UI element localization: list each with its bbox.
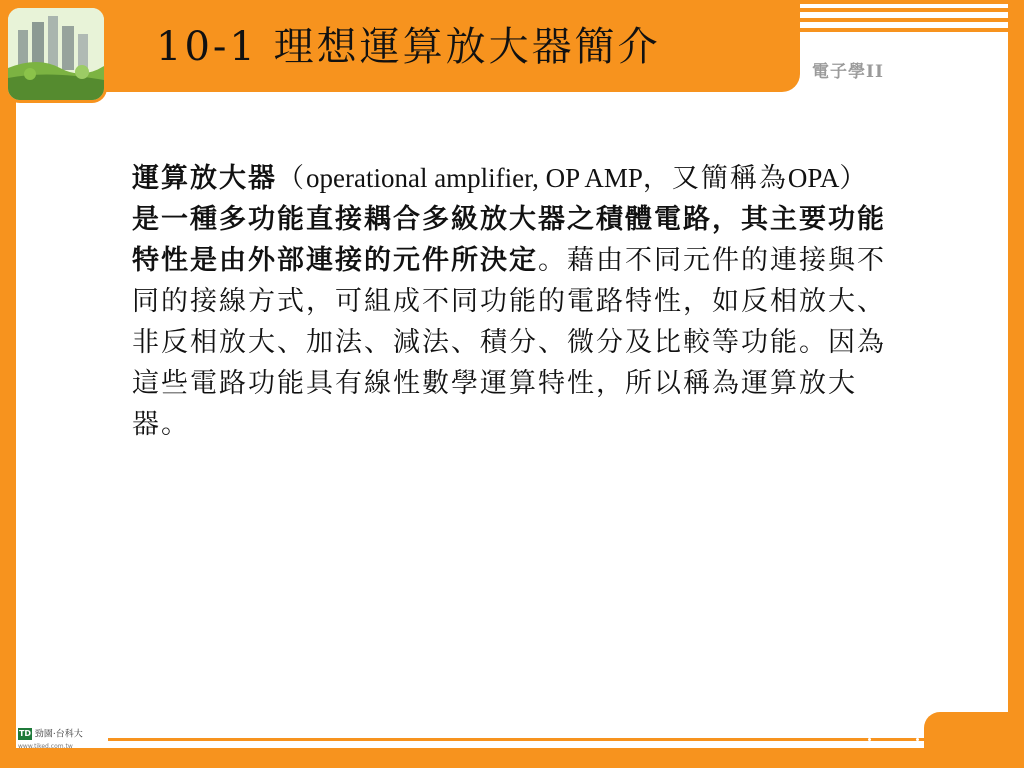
city-logo-image bbox=[8, 8, 104, 100]
footer-dot bbox=[916, 738, 919, 741]
key-term: 運算放大器 bbox=[132, 163, 277, 194]
subject-label: 電子學II bbox=[812, 62, 884, 82]
abbreviation: OPA bbox=[787, 163, 840, 193]
footer-line bbox=[108, 738, 1008, 741]
publisher-url: www.tiked.com.tw bbox=[18, 742, 73, 750]
paren-open: （ bbox=[277, 163, 306, 194]
publisher-mark-icon: TD bbox=[18, 729, 32, 738]
definition-bold: 是一種多功能直接耦合多級放大器之積體電路，其主要功能特性是由外部連接的元件所決定 bbox=[132, 204, 886, 276]
body-paragraph bbox=[132, 158, 892, 498]
slide-title: 10-1 理想運算放大器簡介 bbox=[156, 24, 661, 70]
header-stripe bbox=[800, 28, 1024, 32]
publisher-logo bbox=[18, 728, 98, 750]
also-called-text: ，又簡稱為 bbox=[642, 163, 788, 194]
footer-corner-box bbox=[924, 712, 1008, 748]
header-stripe bbox=[800, 8, 1024, 12]
frame-bottom-border bbox=[0, 748, 1024, 768]
definition-rest: 。藉由不同元件的連接與不同的接線方式，可組成不同功能的電路特性，如反相放大、非反相放大、加法、減法、積分、微分及比較等功能。因為這些電路功能具有線性數學運算特性，所以稱為運算放大器。 bbox=[132, 245, 886, 440]
paren-close: ） bbox=[839, 163, 869, 194]
footer-dot bbox=[868, 738, 871, 741]
frame-right-border bbox=[1008, 0, 1024, 768]
frame-left-border bbox=[0, 0, 16, 768]
publisher-name: 勁園·台科大 bbox=[34, 729, 83, 740]
english-term: operational amplifier, OP AMP bbox=[306, 163, 643, 193]
header-stripe bbox=[800, 18, 1024, 22]
city-eco-icon bbox=[8, 8, 104, 100]
